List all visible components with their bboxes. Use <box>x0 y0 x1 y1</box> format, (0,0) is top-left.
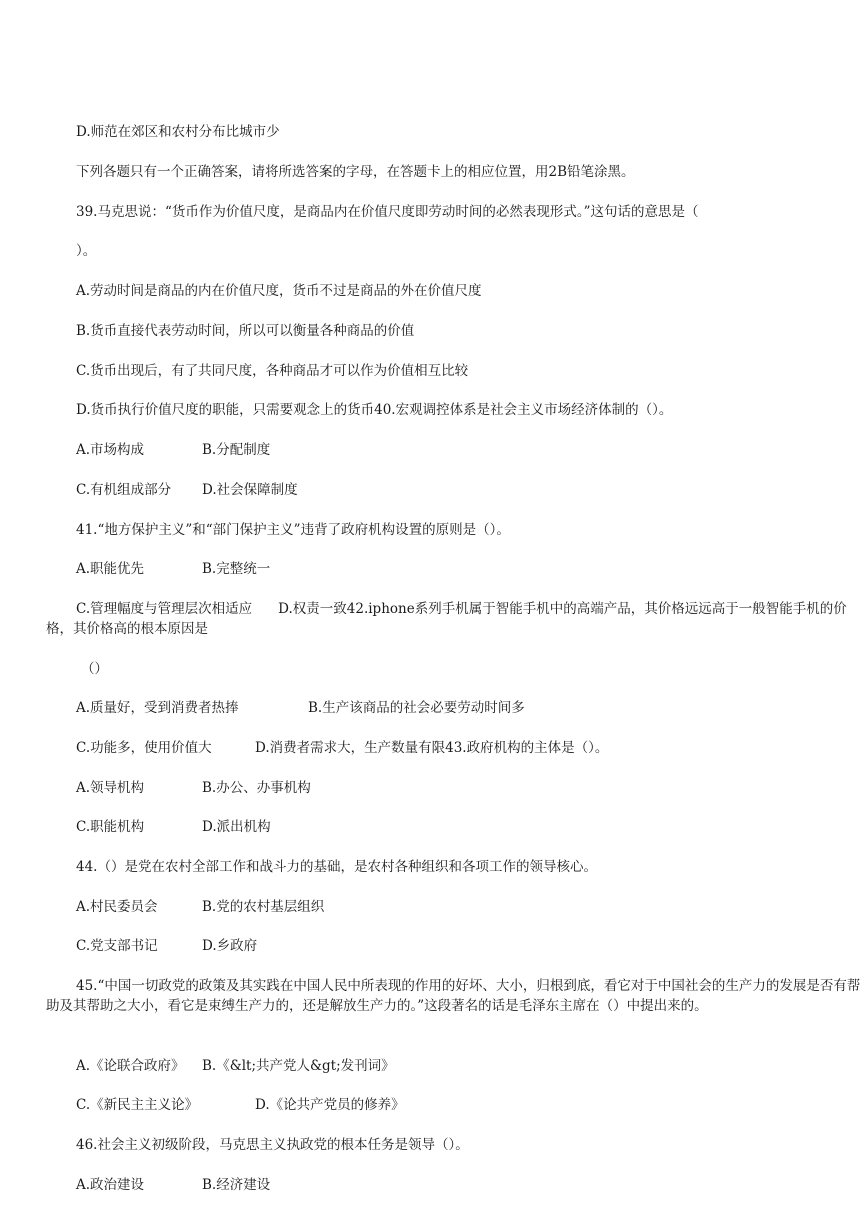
q46-option-b: B.经济建设 <box>202 1177 271 1193</box>
q43-option-d: D.派出机构 <box>202 819 271 835</box>
section-instruction: 下列各题只有一个正确答案，请将所选答案的字母，在答题卡上的相应位置，用2B铅笔涂黑。 <box>76 164 635 180</box>
q41-option-c: C.管理幅度与管理层次相适应 <box>76 601 253 617</box>
q39-stem: 39.马克思说：“货币作为价值尺度，是商品内在价值尺度即劳动时间的必然表现形式。”这句话的意思是（ <box>76 204 699 220</box>
q40-option-d: D.社会保障制度 <box>202 482 298 498</box>
q39-option-d-q40-stem: D.货币执行价值尺度的职能，只需要观念上的货币40.宏观调控体系是社会主义市场经济体制的（）。 <box>76 402 673 418</box>
q43-option-a: A.领导机构 <box>76 780 145 796</box>
q45-option-b: B.《&lt;共产党人&gt;发刊词》 <box>202 1058 395 1074</box>
q42-option-c: C.功能多，使用价值大 <box>76 740 212 756</box>
q42-option-a: A.质量好，受到消费者热捧 <box>76 700 239 716</box>
q39-option-a: A.劳动时间是商品的内在价值尺度，货币不过是商品的外在价值尺度 <box>76 283 482 299</box>
q45-stem: 45.“中国一切政党的政策及其实践在中国人民中所表现的作用的好坏、大小，归根到底，看它对于中国社会的生产力的发展是否有帮助及其帮助之大小，看它是束缚生产力的，还是解放生产力的。”这段著名的话是毛泽东主席在（）中提出来的。 <box>46 978 861 1014</box>
q44-option-d: D.乡政府 <box>202 938 258 954</box>
q46-option-a: A.政治建设 <box>76 1177 145 1193</box>
q39-option-b: B.货币直接代表劳动时间，所以可以衡量各种商品的价值 <box>76 323 415 339</box>
q41-option-a: A.职能优先 <box>76 561 145 577</box>
q45-option-a: A.《论联合政府》 <box>76 1058 185 1074</box>
q46-stem: 46.社会主义初级阶段，马克思主义执政党的根本任务是领导（）。 <box>76 1137 469 1153</box>
q44-option-b: B.党的农村基层组织 <box>202 899 325 915</box>
q41-option-c-d-q42-stem <box>46 599 864 639</box>
q39-stem-end: ）。 <box>76 243 97 259</box>
q40-option-a: A.市场构成 <box>76 442 145 458</box>
q41-stem: 41.“地方保护主义”和“部门保护主义”违背了政府机构设置的原则是（）。 <box>76 522 510 538</box>
q42-option-b: B.生产该商品的社会必要劳动时间多 <box>308 700 525 716</box>
q43-option-c: C.职能机构 <box>76 819 145 835</box>
q43-option-b: B.办公、办事机构 <box>202 780 311 796</box>
q42-blank: （） <box>81 661 108 677</box>
q38-option-d: D.师范在郊区和农村分布比城市少 <box>76 124 280 140</box>
q44-option-c: C.党支部书记 <box>76 938 158 954</box>
q45-option-c: C.《新民主主义论》 <box>76 1097 199 1113</box>
q40-option-c: C.有机组成部分 <box>76 482 172 498</box>
q44-stem: 44.（）是党在农村全部工作和战斗力的基础，是农村各种组织和各项工作的领导核心。 <box>76 859 597 875</box>
q41-option-b: B.完整统一 <box>202 561 271 577</box>
q41-option-d-q42-text: D.权责一致42.iphone系列手机属于智能手机中的高端产品，其价格远远高于一般智能手机的价格，其价格高的根本原因是 <box>46 601 847 637</box>
q45-option-d: D.《论共产党员的修养》 <box>255 1097 405 1113</box>
q39-option-c: C.货币出现后，有了共同尺度，各种商品才可以作为价值相互比较 <box>76 363 469 379</box>
q40-option-b: B.分配制度 <box>202 442 271 458</box>
q42-option-d-q43-stem: D.消费者需求大，生产数量有限43.政府机构的主体是（）。 <box>255 740 609 756</box>
q44-option-a: A.村民委员会 <box>76 899 158 915</box>
